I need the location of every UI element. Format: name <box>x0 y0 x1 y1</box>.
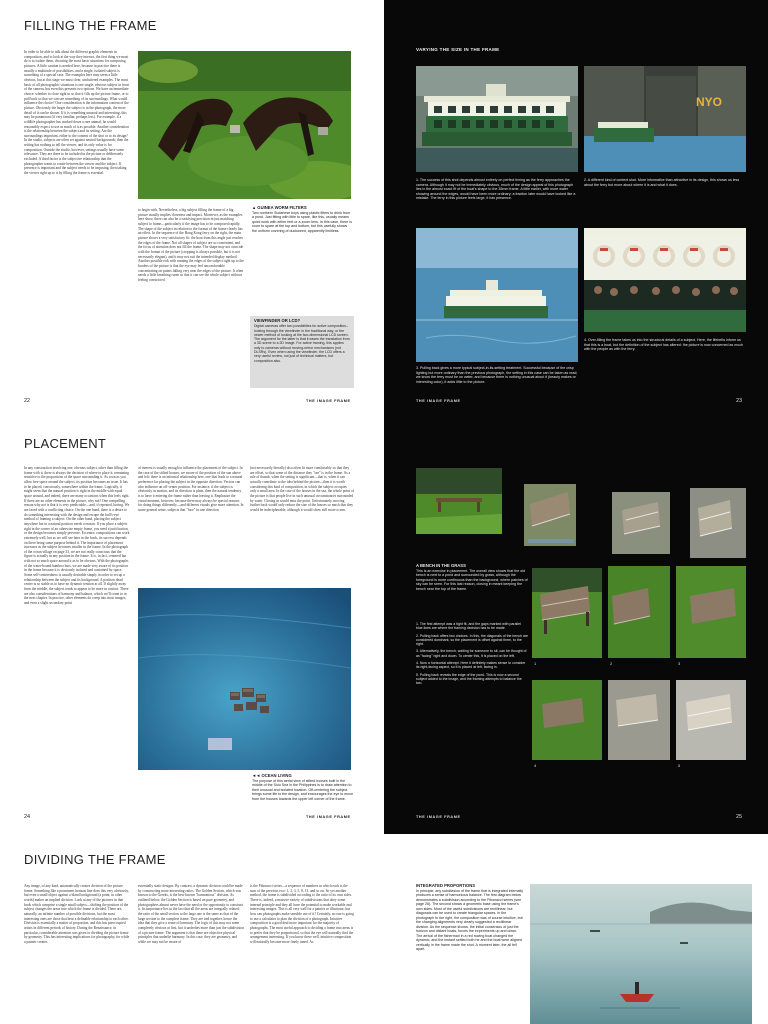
photo-ferry-full-frame <box>416 66 578 172</box>
page-number: 22 <box>24 398 31 404</box>
page-26 <box>0 834 384 1024</box>
page-title: PLACEMENT <box>24 436 107 451</box>
spread-filling-the-frame <box>0 0 768 418</box>
body-column-2: to begin with. Nevertheless, a big subject filling the frame of a big picture usually implies closeness and impact. Moreover, as the examples here show, there can also be a satisfying precision in just matching subject to frame—particularly if the image has to be composed rapidly. The shape of the subject in relation to the format of the frame clearly has an effect. In the sequence of the Hong Kong ferry on the right, the main picture shows a very satisfactory fit: the boat from this angle just reaches the edges of the frame. Not all shapes of subject are so convenient, and the focus of attention does not fill the frame. The shape may not coincide with the format of the picture (cropping is always possible, but it is not necessarily elegant), and it may not suit the intended display method. Another possible risk with running the edges of the subject right up to the borders of the picture is that the eye may feel uncomfortable concentrating on points falling very near the edges of the picture. It often needs a little breathing room so that it can see the whole subject without feeling constricted. <box>138 208 244 282</box>
sidebar-title: INTEGRATED PROPORTIONS <box>416 884 476 888</box>
photo-bench-2 <box>612 492 670 554</box>
ferry-caption-2: 2. A different kind of context shot. More informative than attractive in its design, this shows us less about the ferry but more about where it is and what it does. <box>584 178 740 187</box>
photo-bench-4 <box>532 568 602 658</box>
spread-placement <box>0 418 768 834</box>
body-column-3: is the Fibonacci series—a sequence of numbers in which each is the sum of the previous two: 1, 2, 3, 5, 8, 13, and so on. So yet another method, the frame is subdivided according to the ratio of its own sides. There is, indeed, a massive variety of subdivisions that obey some internal principle and they all have the potential to make workable and interesting images. This is all very well for a painter or illustrator, but how can photographs make sensible use of it? Certainly, no one is going to use a calculator to plan the division of a photograph. Intuitive composition is a good deal more important for the majority of photographs. The most useful approach to dividing a frame into areas is to prefer that they be proportional, so that the eye will naturally find the arrangement interesting. If you know these well, intuitive composition will naturally become more finely tuned. As <box>250 884 354 944</box>
photo-bench-8 <box>608 680 670 760</box>
bench-title: A BENCH IN THE GRASS <box>416 563 466 568</box>
page-title: FILLING THE FRAME <box>24 18 157 33</box>
page-25 <box>384 418 768 834</box>
photo-bench-overview <box>416 468 502 534</box>
sidebar-text: In principle, any subdivision of the frame that is integrated internally produces a sense of harmonious balance. The first diagram below demonstrates a subdivision according to the Fibonacci series (see page 26). The second shows a geometric base using the frame's own sides. Most of the useful subdivisions are rectilinear, but diagonals can be used to create triangular spaces. In the photograph to the right, the composition was of course intuitive, but the changing alignments very clearly suggested a rectilinear division. As the sequence shows, the initial consensus of just the horizon and distant boats, forces the experiments up and down. The arrival of the fisherman in a red rowing boat changed the dynamic, and the instant settled both he and the boat were aligned vertically in the frame made the shot. A moment later, the all fell apart. <box>416 888 524 951</box>
page-23 <box>384 0 768 418</box>
page-number: 24 <box>24 814 31 820</box>
photo-bench-3 <box>690 488 746 558</box>
sidebar-viewfinder-or-lcd <box>250 316 354 388</box>
page-number: 23 <box>736 398 743 404</box>
photo-ferry-pulled-back <box>416 228 578 362</box>
bench-intro-text: This is an exercise in placement. The overall view shows that the old bench is next to a pond and surrounded by grass, although the foreground is more continuous than the background, where patches of sky can be seen. For this last reason, closing in meant keeping the bench near the top of the frame. <box>416 568 528 591</box>
bench-steps-list <box>416 622 528 689</box>
photo-ferry-context <box>584 66 746 172</box>
figure-number: 3 <box>678 661 681 666</box>
bench-step-2: 2. Pulling back offers two choices. In this, the diagonals of the bench are considered dominant, so the placement is offset against them, to the right. <box>416 633 529 647</box>
photo-bench-7 <box>532 680 602 760</box>
running-footer: THE IMAGE FRAME <box>306 815 351 819</box>
photo-guinea-worm-filters <box>138 51 351 199</box>
photo-ferry-detail <box>584 228 746 332</box>
bench-intro <box>416 564 528 591</box>
caption-title: ▲ GUINEA WORM FILTERS <box>252 205 307 210</box>
page-title: DIVIDING THE FRAME <box>24 852 166 867</box>
sidebar-integrated-proportions <box>416 884 524 1024</box>
figure-number: 4 <box>534 763 537 768</box>
page-27 <box>384 834 768 1024</box>
page-24 <box>0 418 384 834</box>
photo-ocean-living-aerial <box>138 588 351 770</box>
section-heading: VARYING THE SIZE IN THE FRAME <box>416 47 500 52</box>
bench-step-1: 1. The first attempt was a tight fit, and the gaps marked with parallel blue lines are where the framing decision has to be made. <box>416 622 521 631</box>
ferry-caption-1: 1. The success of this shot depends almost entirely on perfect timing as the ferry approaches the camera. Although it may not be immediately obvious, much of the design appeal of this photograph lies in the almost exact fit of the boat's shape to the 35mm frame. A little earlier, with more water showing around the edges, would have been more ordinary; a fraction later would have looked like a mistake. The ferry in this picture feels large, it has presence. <box>416 178 576 200</box>
caption-text: Two northern Sudanese boys using plastic filters to drink from a pond. Just fitting with little to spare, like this, usually means quick work with either feet or a zoom lens. In this case, there is room to spare at the top and bottom, but this usefully shows the uniform covering of duckweed, apparently limitless. <box>252 210 352 233</box>
sidebar-text: Digital cameras offer two possibilities for active composition–looking through the viewfinder in the traditional way, or the newer method of looking at the two-dimensional LCD screen. The argument for the latter is that it eases the translation from a 3D scene to a 2D image. For active framing, this applies only to cameras without moving-mirror mechanisms (not DLSRs). Even when using the viewfinder, the LCD offers a very useful review, not just of technical matters, but composition also. <box>254 324 350 363</box>
ferry-caption-3: 3. Pulling back gives a more typical subject-in-its-setting treatment. Successful because of the crisp lighting but more ordinary than the previous photograph, the setting in this case can be taken as read; we know the ferry must be on water, and because there is nothing unusual about it (beauty makes or interesting color), it adds little to the picture. <box>416 366 578 384</box>
ferry-caption-4: 4. Over-filling the frame takes us into the structural details of a subject. Here, the lifebelts inform us that this is a boat, but the definition of the subject has altered: the picture is now concerned as much with the people as with the ferry. <box>584 338 744 351</box>
figure-number: 2 <box>610 661 613 666</box>
running-footer: THE IMAGE FRAME <box>416 815 461 819</box>
caption-title: ◄◄ OCEAN LIVING <box>252 773 292 778</box>
figure-number: 5 <box>678 763 681 768</box>
body-column-1: In order to be able to talk about the different graphic elements in composition, and to look at the way they interact, the first thing we must do is to isolate them, choosing the most basic situations for composing pictures. A little caution is needed here, because in practice there is usually a multitude of possibilities, and a single, isolated subject is something of a special case. The examples here may seem a little obvious, but at this stage we must clear, uncluttered examples. The most basic of all photographic situations is one single, obvious subject in front of the camera, but even this presents two options. We have an immediate choice: whether to close right in so that it fills up the picture frame, or to pull back so that we can see something of its surroundings. What would influence the choice? One consideration is the information content of the picture. Obviously the larger the subject is in the photograph, the more detail of it can be shown. If it is something unusual and interesting, this may be paramount (if very familiar, perhaps less). For example, if a wildlife photographer has tracked down a rare animal, he would reasonably expect to use as much of it as possible. Another consideration is the relationship between the subject and its setting. Are the surroundings important, either to the content of the shot or to its design? In the studio, subjects are often set against neutral backgrounds; then the setting has nothing to tell the viewer, and its only value is for composition. Outside the studio, however, settings usually have some relevance. They are there to be included in the picture or deliberately excluded. A third factor is the subjective relationship that the photographer wants to create between the viewer and the subject. If presence is important and the subject needs to be imposing, then taking the viewer right up to it by filling the frame is essential. <box>24 50 130 176</box>
photo-caption <box>252 774 354 801</box>
photo-bench-5 <box>608 566 670 658</box>
figure-number: 1 <box>534 661 537 666</box>
body-column-1: In any construction involving one, obvious subject, other than filling the frame with it, there is always the decision of where to place it, remaining sensitive to the proportions of the space surrounding it. As soon as you allow free space around the subject, its position becomes an issue. It has to be placed, consciously, somewhere within the frame. Logically, it might seem that the natural position is right in the middle with equal space around, and indeed, there are many occasions when this feels right. If there are no other elements in the picture, why not? One compelling reason why not is that it is very predictable—and, if repeated, boring. We are faced with a conflicting choice. On the one hand, there is a desire to do something interesting with the design and escape the bull's-eye method of framing a subject. On the other hand, placing the subject anywhere but in a natural position needs a reason. If you place a subject right in the corner of an otherwise empty frame, you need a justification, or the design becomes simply perverse. Eccentric compositions can work extremely well, but as we will see later in the book, its success depends on there being some purpose behind it. The importance of placement increases as the subject becomes smaller in the frame. In the photograph of the ocean village on page 33, we are not really conscious that the figure is actually in any position in the frame. It is, in fact, centered but with not so much space around it as to be obvious. With the photographs of the water-bound bamboo huts, we are made very aware of its position in the frame because it is obviously isolated and contained by space. Some self-centeredness is usually desirable simply in order to set up a relationship between the subject and its background. A position dead center is so stable as to have no dynamic tension at all. If slightly away from the middle, the subject tends to appear to be more in contact. There are also considerations of harmony and balance, which we'll come to in the next chapter. In practice, other elements do creep into most images, and even a slight secondary point <box>24 466 130 606</box>
photo-lagoon-fisherman <box>530 884 752 1024</box>
body-column-3: (not necessarily literally) also often fit more comfortably so that they are offset, so that some of the distance they "see" is in the frame. As a rule of thumb, when the setting is significant—that is, when it can actually contribute to the idea behind the picture—then it is worth considering this kind of composition, in which the subject occupies only a small area. In the case of the houses in the sea, the whole point of the picture is that people live in such unusual circumstances surrounded by water. Closing in would miss the point. Unfortunately, moving further back would only reduce the size of the houses so much that they would be indecipherable, although it would show still more ocean. <box>250 466 354 512</box>
photo-bench-6 <box>676 566 746 658</box>
running-footer: THE IMAGE FRAME <box>306 399 351 403</box>
page-22 <box>0 0 384 418</box>
bench-step-4: 4. Now a horizontal attempt. Here it definitely makes sense to consider its right-facing aspect, so it is placed at left, facing in. <box>416 661 526 670</box>
photo-bench-1 <box>524 484 576 546</box>
sidebar-title: VIEWFINDER OR LCD? <box>254 318 301 323</box>
page-number: 25 <box>736 814 743 820</box>
body-column-2: of interest is usually enough to influence the placement of the subject. In the case of the stilted houses, we aware of the position of the sun above and left; there is an informal relationship here, one that leads to a natural preference for placing the subject in the opposite direction. Vectors can also influence an off-center position. For instance, if the subject is obviously in motion, and its direction is plain, then the natural tendency is to have it entering the frame rather than leaving it. Emphasize the visual moment, however, because there may always be special reasons for doing things differently—and different visuals give more attention. In some general sense, subjects that "face" in one direction <box>138 466 244 512</box>
photo-caption <box>252 206 352 233</box>
spread-dividing-the-frame <box>0 834 768 1024</box>
caption-text: The purpose of this aerial view of stilted houses built in the middle of the Sulu Sea in the Philippines is to draw attention to their unusual and isolated location. Off-centering the subject brings some life to the design, and encourages the eye to move from the houses towards the upper left corner of the frame. <box>252 778 354 801</box>
running-footer: THE IMAGE FRAME <box>416 399 461 403</box>
body-column-1: Any image, of any kind, automatically creates division of the picture frame. Something like a prominent horizon line does this very obviously, but even a small object against a bland background (a point, in other words) makes an implied division. Look at any of the pictures in that book which comprise a single small subject—shifting the position of the subject changes the areas into which the frame is divided. There are, naturally, an infinite number of possible divisions, but the most interesting ones are those that bear a definable relationship to each other. Division is essentially a matter of proportion, and this has preoccupied artists in different periods of history. During the Renaissance, in particular, considerable attention was given to dividing the picture frame by geometry. This has interesting implications for photography, for while a painter creates <box>24 884 130 944</box>
body-column-2: essentially static designs. By contrast, a dynamic division could be made by constructing more interesting ratios. The Golden Section, which was known to the Greeks, is the best-known "harmonious" division. As outlined below, the Golden Section is based on pure geometry, and photographers almost never have the need or the opportunity to construct it. Its importance lies in the fact that all the areas are integrally related; the ratio of the small section to the large one is the same as that of the large section to the complete frame. They are tied together, hence the idea that they give a sense of harmony. The logic of this may not seem completely obvious at first, but it underlies more than just the subdivision of a picture frame. The argument is that there are objective physical principles that underlie harmony. In this case, they are geometry, and while we may not be aware of <box>138 884 244 944</box>
neon-sign-text: NYO <box>696 95 723 109</box>
bench-step-3: 3. Alternatively, the bench, waiting for someone to sit, can be thought of as "facing" right and down. To center this, it is placed on the left. <box>416 649 527 658</box>
photo-bench-9 <box>676 680 746 760</box>
bench-step-5: 5. Pulling back reveals the edge of the pond. This is now a second subject added to the image, and the framing attempts to balance the two. <box>416 672 522 686</box>
